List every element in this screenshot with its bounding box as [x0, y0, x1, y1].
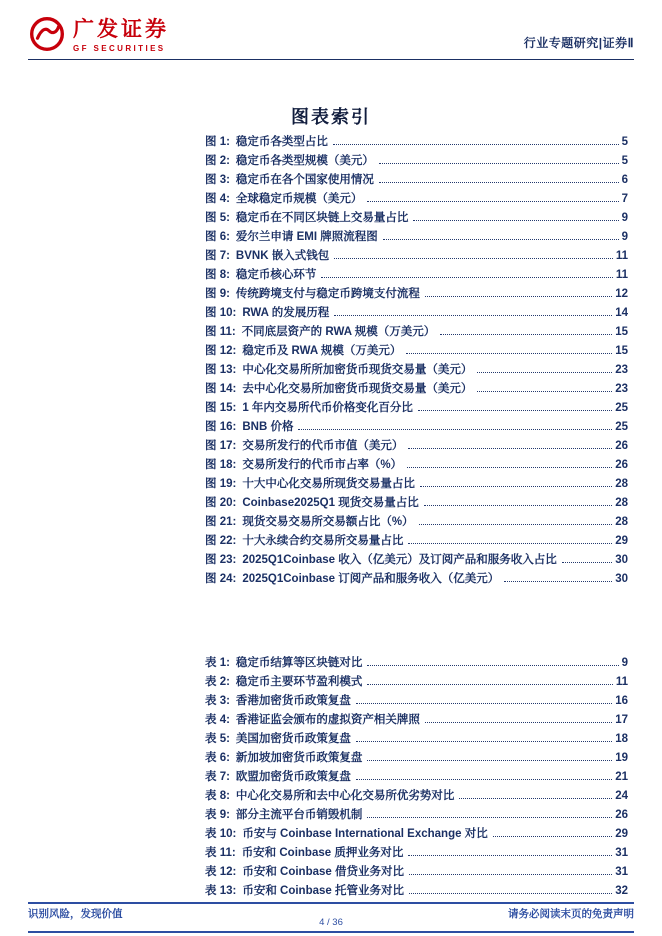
toc-leader-dots [356, 768, 612, 780]
header [28, 14, 634, 58]
toc-entry-title: 稳定币在不同区块链上交易量占比 [235, 212, 409, 224]
toc-entry-label: 图 11: [205, 326, 236, 338]
toc-entry-label: 图 14: [205, 383, 237, 395]
gf-logo-icon [28, 15, 66, 58]
toc-entry-title: 稳定币各类型规模（美元） [235, 155, 374, 167]
toc-entry-title: 币安和 Coinbase 托管业务对比 [242, 885, 404, 897]
toc-entry[interactable] [205, 209, 628, 228]
toc-entry-label: 图 6: [205, 231, 230, 243]
toc-leader-dots [409, 882, 612, 894]
toc-leader-dots [367, 654, 618, 666]
toc-entry[interactable] [205, 730, 628, 749]
toc-leader-dots [425, 285, 612, 297]
toc-entry-title: 交易所发行的代币市占率（%） [242, 459, 403, 471]
toc-entry-title: 中心化交易所和去中心化交易所优劣势对比 [235, 790, 455, 802]
toc-entry[interactable] [205, 418, 628, 437]
toc-entry-title: 十大永续合约交易所交易量占比 [242, 535, 404, 547]
toc-entry[interactable] [205, 247, 628, 266]
toc-entry-label: 表 6: [205, 752, 230, 764]
toc-entry-page: 15 [615, 345, 628, 357]
figure-list [205, 133, 628, 589]
toc-entry[interactable] [205, 825, 628, 844]
toc-entry-title: RWA 的发展历程 [242, 307, 330, 319]
toc-entry-label: 图 19: [205, 478, 237, 490]
toc-entry-label: 图 17: [205, 440, 237, 452]
toc-entry-title: 稳定币核心环节 [235, 269, 317, 281]
toc-entry-label: 图 8: [205, 269, 230, 281]
toc-leader-dots [379, 152, 619, 164]
toc-entry-title: Coinbase2025Q1 现货交易量占比 [242, 497, 419, 509]
toc-leader-dots [425, 711, 612, 723]
toc-leader-dots [367, 806, 612, 818]
toc-entry-label: 表 4: [205, 714, 230, 726]
toc-entry-page: 19 [615, 752, 628, 764]
toc-entry-title: 去中心化交易所加密货币现货交易量（美元） [242, 383, 473, 395]
toc-leader-dots [408, 844, 612, 856]
toc-entry-page: 11 [615, 269, 628, 281]
toc-entry-label: 表 7: [205, 771, 230, 783]
toc-entry-label: 图 5: [205, 212, 230, 224]
toc-entry[interactable] [205, 323, 628, 342]
toc-entry[interactable] [205, 171, 628, 190]
toc-entry[interactable] [205, 285, 628, 304]
header-divider [28, 59, 634, 60]
toc-entry-label: 表 11: [205, 847, 236, 859]
toc-entry[interactable] [205, 882, 628, 901]
toc-entry-page: 28 [615, 478, 628, 490]
toc-entry-title: 稳定币主要环节盈利模式 [235, 676, 363, 688]
toc-entry[interactable] [205, 190, 628, 209]
toc-entry[interactable] [205, 749, 628, 768]
toc-entry[interactable] [205, 673, 628, 692]
brand-text [73, 19, 169, 52]
toc-entry-label: 表 5: [205, 733, 230, 745]
toc-entry-page: 26 [615, 809, 628, 821]
toc-entry-title: 现货交易交易所交易额占比（%） [242, 516, 414, 528]
toc-entry[interactable] [205, 654, 628, 673]
toc-entry-page: 11 [615, 676, 628, 688]
toc-entry-page: 17 [615, 714, 628, 726]
toc-entry-title: BVNK 嵌入式钱包 [235, 250, 330, 262]
toc-entry-page: 11 [615, 250, 628, 262]
toc-entry-label: 表 1: [205, 657, 230, 669]
footer-disclaimer: 请务必阅读末页的免责声明 [508, 908, 634, 920]
toc-entry[interactable] [205, 551, 628, 570]
toc-entry-title: 新加坡加密货币政策复盘 [235, 752, 363, 764]
toc-entry[interactable] [205, 304, 628, 323]
toc-entry-title: 不同底层资产的 RWA 规模（万美元） [241, 326, 436, 338]
toc-entry-label: 图 4: [205, 193, 230, 205]
toc-leader-dots [367, 673, 612, 685]
toc-entry-page: 31 [615, 866, 628, 878]
toc-entry-page: 9 [621, 231, 628, 243]
toc-leader-dots [418, 399, 612, 411]
toc-entry-page: 12 [615, 288, 628, 300]
toc-entry-title: 稳定币及 RWA 规模（万美元） [242, 345, 402, 357]
toc-entry-title: 2025Q1Coinbase 收入（亿美元）及订阅产品和服务收入占比 [242, 554, 557, 566]
toc-entry-page: 7 [621, 193, 628, 205]
toc-leader-dots [409, 863, 612, 875]
toc-leader-dots [413, 209, 618, 221]
toc-entry[interactable] [205, 494, 628, 513]
toc-leader-dots [419, 513, 613, 525]
toc-leader-dots [408, 437, 612, 449]
toc-leader-dots [408, 532, 612, 544]
footer-divider-bottom [28, 931, 634, 933]
toc-entry[interactable] [205, 152, 628, 171]
toc-entry-title: 1 年内交易所代币价格变化百分比 [242, 402, 413, 414]
toc-leader-dots [459, 787, 612, 799]
toc-entry[interactable] [205, 711, 628, 730]
toc-leader-dots [334, 304, 612, 316]
toc-entry-label: 图 16: [205, 421, 237, 433]
toc-entry-label: 表 2: [205, 676, 230, 688]
toc-entry[interactable] [205, 266, 628, 285]
toc-entry-page: 26 [615, 440, 628, 452]
toc-entry-page: 21 [615, 771, 628, 783]
toc-entry-label: 图 9: [205, 288, 230, 300]
toc-entry-page: 25 [615, 402, 628, 414]
toc-entry-label: 图 2: [205, 155, 230, 167]
toc-entry-page: 14 [615, 307, 628, 319]
toc-entry[interactable] [205, 228, 628, 247]
toc-entry-page: 5 [621, 155, 628, 167]
toc-entry[interactable] [205, 475, 628, 494]
toc-entry-label: 图 10: [205, 307, 237, 319]
table-list [205, 654, 628, 901]
toc-entry[interactable] [205, 806, 628, 825]
toc-entry-page: 25 [615, 421, 628, 433]
toc-leader-dots [477, 361, 612, 373]
toc-leader-dots [334, 247, 613, 259]
toc-entry-page: 30 [615, 573, 628, 585]
toc-entry-title: 稳定币结算等区块链对比 [235, 657, 363, 669]
toc-entry-title: 交易所发行的代币市值（美元） [242, 440, 404, 452]
toc-entry-title: 传统跨境支付与稳定币跨境支付流程 [235, 288, 420, 300]
toc-entry-title: 全球稳定币规模（美元） [235, 193, 363, 205]
footer-divider-top [28, 902, 634, 904]
toc-entry-label: 表 8: [205, 790, 230, 802]
toc-entry-label: 表 13: [205, 885, 237, 897]
toc-leader-dots [379, 171, 619, 183]
toc-entry-label: 图 12: [205, 345, 237, 357]
page-title: 图表索引 [291, 107, 371, 127]
toc-entry-page: 6 [621, 174, 628, 186]
toc-entry-label: 图 13: [205, 364, 237, 376]
toc-entry[interactable] [205, 844, 628, 863]
toc-entry[interactable] [205, 342, 628, 361]
toc-entry[interactable] [205, 692, 628, 711]
toc-entry[interactable] [205, 570, 628, 589]
toc-entry[interactable] [205, 133, 628, 152]
toc-leader-dots [367, 749, 612, 761]
toc-leader-dots [367, 190, 618, 202]
toc-entry[interactable] [205, 399, 628, 418]
toc-leader-dots [562, 551, 612, 563]
toc-entry-page: 16 [615, 695, 628, 707]
toc-entry-label: 图 15: [205, 402, 237, 414]
toc-leader-dots [383, 228, 619, 240]
toc-entry[interactable] [205, 787, 628, 806]
toc-entry-label: 表 12: [205, 866, 237, 878]
toc-leader-dots [477, 380, 612, 392]
toc-entry[interactable] [205, 361, 628, 380]
toc-entry-title: 币安与 Coinbase International Exchange 对比 [242, 828, 488, 840]
toc-entry-page: 28 [615, 497, 628, 509]
toc-entry-title: 部分主流平台币销毁机制 [235, 809, 363, 821]
toc-entry-title: 币安和 Coinbase 质押业务对比 [241, 847, 404, 859]
toc-leader-dots [298, 418, 612, 430]
toc-leader-dots [493, 825, 613, 837]
toc-entry-label: 图 1: [205, 136, 230, 148]
toc-leader-dots [504, 570, 612, 582]
toc-entry-label: 图 24: [205, 573, 237, 585]
toc-entry-label: 图 22: [205, 535, 237, 547]
toc-entry-title: 香港证监会颁布的虚拟资产相关牌照 [235, 714, 420, 726]
toc-entry[interactable] [205, 513, 628, 532]
toc-entry-title: 美国加密货币政策复盘 [235, 733, 351, 745]
toc-entry-title: 中心化交易所所加密货币现货交易量（美元） [242, 364, 473, 376]
toc-entry-label: 图 20: [205, 497, 237, 509]
toc-entry-page: 26 [615, 459, 628, 471]
toc-entry-title: 币安和 Coinbase 借贷业务对比 [242, 866, 404, 878]
toc-entry-title: 欧盟加密货币政策复盘 [235, 771, 351, 783]
toc-leader-dots [407, 456, 612, 468]
toc-entry-page: 18 [615, 733, 628, 745]
toc-entry-label: 图 21: [205, 516, 237, 528]
toc-leader-dots [420, 475, 612, 487]
toc-entry-title: 香港加密货币政策复盘 [235, 695, 351, 707]
toc-entry-page: 23 [615, 364, 628, 376]
toc-entry-title: 稳定币各类型占比 [235, 136, 328, 148]
toc-entry-title: 十大中心化交易所现货交易量占比 [242, 478, 415, 490]
toc-entry-page: 9 [621, 212, 628, 224]
toc-leader-dots [440, 323, 612, 335]
toc-entry-page: 28 [615, 516, 628, 528]
toc-entry-label: 图 18: [205, 459, 237, 471]
toc-entry[interactable] [205, 437, 628, 456]
toc-leader-dots [356, 692, 612, 704]
page-number: 4 / 36 [319, 917, 343, 928]
toc-leader-dots [356, 730, 612, 742]
toc-entry-title: BNB 价格 [242, 421, 294, 433]
toc-entry-label: 表 3: [205, 695, 230, 707]
brand-name-cn: 广发证券 [73, 18, 169, 42]
footer-slogan: 识别风险，发现价值 [28, 908, 123, 920]
toc-entry-page: 29 [615, 828, 628, 840]
toc-entry-page: 29 [615, 535, 628, 547]
toc-entry-page: 9 [621, 657, 628, 669]
toc-entry-page: 23 [615, 383, 628, 395]
toc-entry[interactable] [205, 380, 628, 399]
toc-entry[interactable] [205, 768, 628, 787]
toc-leader-dots [321, 266, 612, 278]
toc-leader-dots [424, 494, 612, 506]
toc-entry[interactable] [205, 456, 628, 475]
toc-entry-label: 表 9: [205, 809, 230, 821]
toc-entry[interactable] [205, 532, 628, 551]
toc-entry-label: 图 3: [205, 174, 230, 186]
toc-entry-label: 表 10: [205, 828, 237, 840]
toc-leader-dots [406, 342, 612, 354]
toc-entry[interactable] [205, 863, 628, 882]
brand-logo [28, 15, 169, 58]
toc-entry-title: 稳定币在各个国家使用情况 [235, 174, 374, 186]
toc-entry-label: 图 23: [205, 554, 237, 566]
toc-entry-page: 30 [615, 554, 628, 566]
toc-entry-page: 32 [615, 885, 628, 897]
report-category: 行业专题研究|证券Ⅱ [523, 35, 634, 50]
toc-entry-label: 图 7: [205, 250, 230, 262]
toc-entry-page: 31 [615, 847, 628, 859]
toc-entry-title: 2025Q1Coinbase 订阅产品和服务收入（亿美元） [242, 573, 500, 585]
toc-entry-page: 24 [615, 790, 628, 802]
toc-entry-page: 5 [621, 136, 628, 148]
brand-name-en: GF SECURITIES [73, 43, 166, 53]
toc-entry-title: 爱尔兰申请 EMI 牌照流程图 [235, 231, 378, 243]
toc-leader-dots [333, 133, 619, 145]
toc-entry-page: 15 [615, 326, 628, 338]
